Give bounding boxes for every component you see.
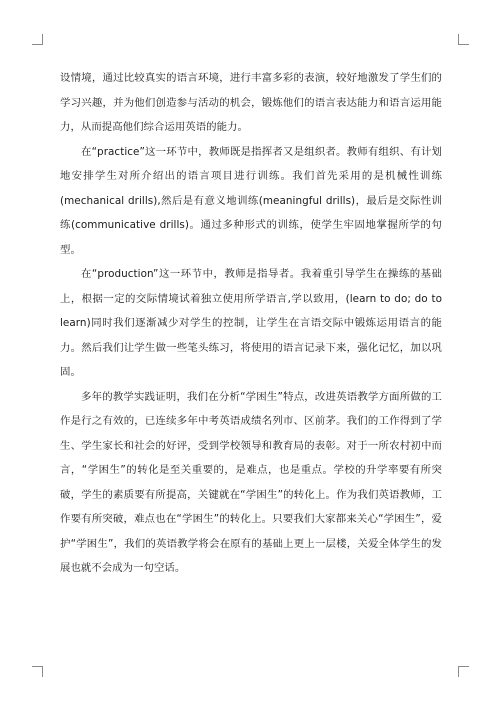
paragraph-intro-continuation: 设情境，通过比较真实的语言环境，进行丰富多彩的表演，较好地激发了学生们的学习兴趣，并为他们创造参与活动的机会，锻炼他们的语言表达能力和语言运用能力，从而提高他们综合运用英语的能力。 bbox=[60, 72, 442, 133]
paragraph-conclusion: 多年的教学实践证明，我们在分析“学困生”特点，改进英语教学方面所做的工作是行之有效的，已连续多年中考英语成绩名列市、区前茅。我们的工作得到了学生、学生家长和社会的好评，受到学校领导和教育局的表彰。对于一所农村初中而言，“学困生”的转化是至关重要的，是难点，也是重点。学校的升学率要有所突破，学生的素质要有所提高，关键就在“学困生”的转化上。作为我们英语教师，工作要有所突破，难点也在“学困生”的转化上。只要我们大家都来关心“学困生”，爱护“学困生”，我们的英语教学将会在原有的基础上更上一层楼，关爱全体学生的发展也就不会成为一句空话。 bbox=[60, 390, 442, 574]
crop-mark-bottom-right bbox=[458, 666, 469, 677]
document-body bbox=[60, 66, 442, 581]
paragraph-practice: 在“practice”这一环节中，教师既是指挥者又是组织者。教师有组织、有计划地安排学生对所介绍出的语言项目进行训练。我们首先采用的是机械性训练(mechanical drills),然后是有意义地训练(meaningful drills)，最后是交际性训练(communicative drills)。通过多种形式的训练，使学生牢固地掌握所学的句型。 bbox=[60, 145, 442, 256]
paragraph-production: 在“production”这一环节中，教师是指导者。我着重引导学生在操练的基础上，根据一定的交际情境试着独立使用所学语言,学以致用，(learn to do; do to learn)同时我们逐渐减少对学生的控制，让学生在言语交际中锻炼运用语言的能力。然后我们让学生做一些笔头练习，将使用的语言记录下来，强化记忆，加以巩固。 bbox=[60, 268, 442, 378]
crop-mark-bottom-left bbox=[32, 666, 43, 677]
crop-mark-top-left bbox=[32, 34, 43, 45]
crop-mark-top-right bbox=[458, 34, 469, 45]
